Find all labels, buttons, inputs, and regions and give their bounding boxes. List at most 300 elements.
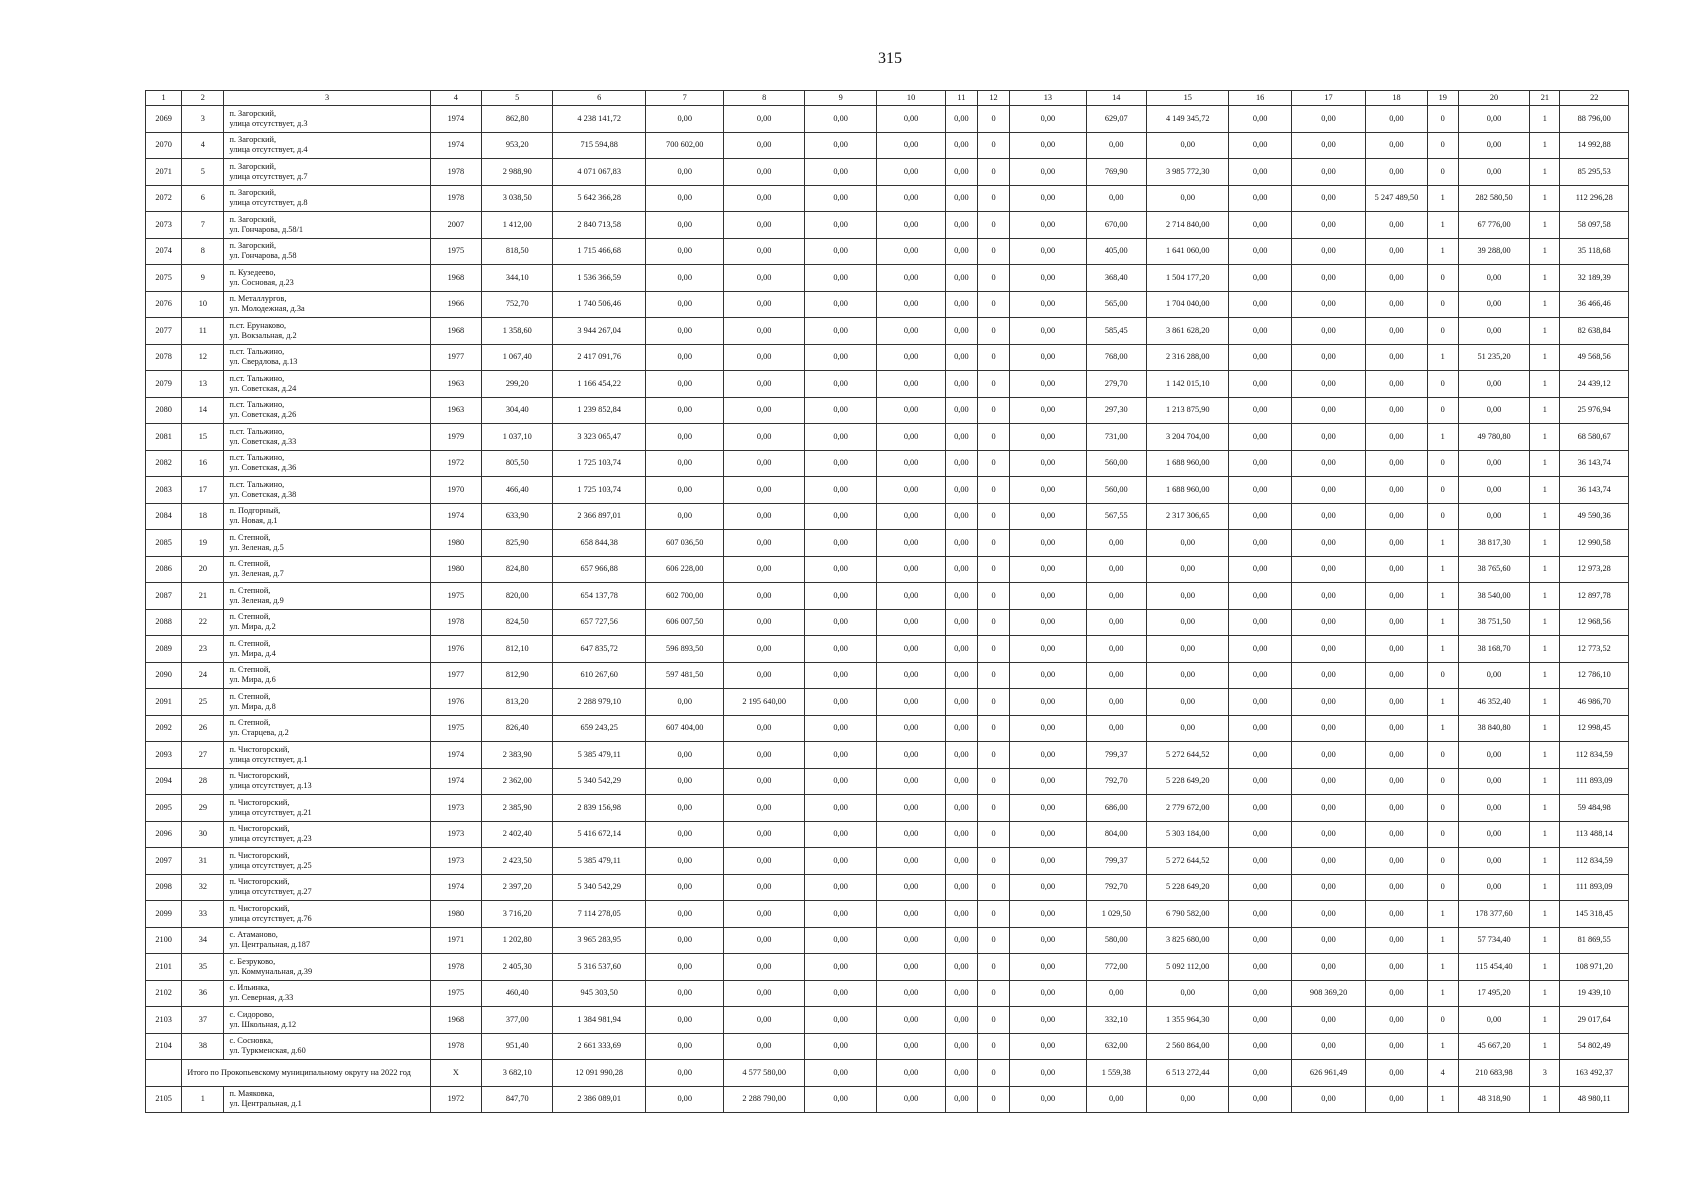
table-cell: 0,00 [945, 927, 977, 954]
table-row [146, 636, 1629, 663]
table-cell: 2091 [146, 689, 182, 716]
table-cell: 0,00 [877, 318, 945, 345]
table-cell: 0 [977, 848, 1009, 875]
table-cell: 0,00 [645, 927, 723, 954]
table-cell: 0,00 [945, 450, 977, 477]
table-cell: 0,00 [1291, 662, 1365, 689]
table-cell: 57 734,40 [1458, 927, 1529, 954]
address-line: улица отсутствует, д.25 [229, 860, 312, 870]
address-line: п. Подгорный, [229, 506, 281, 516]
table-cell: 1 384 981,94 [553, 1007, 646, 1034]
table-cell: 1 [1530, 450, 1560, 477]
table-cell: 0,00 [877, 1007, 945, 1034]
address-cell [224, 132, 430, 159]
table-cell: 0,00 [724, 106, 804, 133]
table-cell: 0,00 [1229, 477, 1291, 504]
table-cell: 0,00 [1366, 424, 1427, 451]
address-line: с. Сосновка, [229, 1036, 274, 1046]
table-cell: 0,00 [1146, 530, 1229, 557]
table-cell: 0 [977, 1007, 1009, 1034]
table-cell: 0,00 [1291, 159, 1365, 186]
table-cell: 0,00 [945, 901, 977, 928]
table-cell: 2101 [146, 954, 182, 981]
table-cell: 282 580,50 [1458, 185, 1529, 212]
table-cell: 0 [977, 874, 1009, 901]
table-cell: 112 296,28 [1560, 185, 1629, 212]
table-cell: 0,00 [724, 159, 804, 186]
table-cell: 0,00 [945, 795, 977, 822]
table-cell: 0,00 [645, 318, 723, 345]
table-cell: 6 [182, 185, 224, 212]
table-cell: 0,00 [804, 1033, 876, 1060]
table-cell: 1 [1530, 1033, 1560, 1060]
table-cell: 88 796,00 [1560, 106, 1629, 133]
table-row [146, 212, 1629, 239]
total-row [146, 1060, 1629, 1087]
table-cell: 2080 [146, 397, 182, 424]
table-row [146, 159, 1629, 186]
address-line: п. Чистогорский, [229, 797, 290, 807]
table-row [146, 106, 1629, 133]
table-cell: 0,00 [724, 397, 804, 424]
table-cell: 0,00 [804, 212, 876, 239]
table-cell: 48 318,90 [1458, 1086, 1529, 1113]
table-cell: 2087 [146, 583, 182, 610]
table-cell: 0 [977, 821, 1009, 848]
table-cell: 0 [977, 768, 1009, 795]
table-cell: 752,70 [482, 291, 553, 318]
table-cell: 1 688 960,00 [1146, 450, 1229, 477]
table-cell: 1 [1427, 530, 1458, 557]
table-cell: 2 362,00 [482, 768, 553, 795]
table-row [146, 715, 1629, 742]
table-cell: 0,00 [724, 556, 804, 583]
table-cell: 0 [977, 1060, 1009, 1087]
table-cell: 585,45 [1086, 318, 1146, 345]
table-cell: 0,00 [645, 1033, 723, 1060]
page-number: 315 [878, 50, 902, 67]
table-cell: 0,00 [1229, 450, 1291, 477]
table-cell: 0 [1427, 291, 1458, 318]
table-cell: 5 272 644,52 [1146, 848, 1229, 875]
table-cell: 0,00 [804, 397, 876, 424]
table-cell: 2075 [146, 265, 182, 292]
table-cell: 12 990,58 [1560, 530, 1629, 557]
table-cell: 0,00 [1229, 371, 1291, 398]
address-line: п.ст. Тальжино, [229, 347, 285, 357]
table-cell: 2089 [146, 636, 182, 663]
table-cell: 0,00 [1086, 662, 1146, 689]
table-cell: 0,00 [1291, 1033, 1365, 1060]
table-cell: 0 [977, 371, 1009, 398]
address-line: ул. Туркменская, д.60 [229, 1046, 306, 1056]
table-cell: 112 834,59 [1560, 742, 1629, 769]
table-cell: 0,00 [1229, 159, 1291, 186]
table-cell: 0,00 [877, 344, 945, 371]
table-cell: 18 [182, 503, 224, 530]
table-cell: 48 980,11 [1560, 1086, 1629, 1113]
table-cell: 0,00 [724, 344, 804, 371]
table-cell: 0,00 [1229, 1086, 1291, 1113]
table-cell: 34 [182, 927, 224, 954]
address-line: п. Чистогорский, [229, 744, 290, 754]
table-cell: 0,00 [1366, 583, 1427, 610]
address-line: с. Ильинка, [229, 983, 270, 993]
table-cell: 2 316 288,00 [1146, 344, 1229, 371]
table-cell: 0,00 [1291, 503, 1365, 530]
table-cell: 17 [182, 477, 224, 504]
table-cell: 0,00 [1010, 238, 1086, 265]
table-cell: 1 641 060,00 [1146, 238, 1229, 265]
address-line: улица отсутствует, д.4 [229, 145, 308, 155]
table-cell: 0,00 [1229, 715, 1291, 742]
table-cell: 0,00 [1010, 1086, 1086, 1113]
table-cell: 2 779 672,00 [1146, 795, 1229, 822]
table-cell: 0 [1427, 397, 1458, 424]
table-cell: 38 840,80 [1458, 715, 1529, 742]
table-cell: 0,00 [1010, 927, 1086, 954]
table-cell: 35 [182, 954, 224, 981]
table-cell: 0,00 [645, 901, 723, 928]
table-cell: 1974 [430, 503, 481, 530]
table-cell: 0,00 [645, 1060, 723, 1087]
table-cell: 25 [182, 689, 224, 716]
table-cell: 0,00 [877, 556, 945, 583]
table-cell: 1 [1530, 424, 1560, 451]
table-cell: 1980 [430, 556, 481, 583]
table-cell: 1 715 466,68 [553, 238, 646, 265]
table-cell: 82 638,84 [1560, 318, 1629, 345]
table-cell: 0,00 [1366, 689, 1427, 716]
table-cell: 0,00 [804, 795, 876, 822]
table-cell: 824,80 [482, 556, 553, 583]
address-line: п. Степной, [229, 585, 271, 595]
table-row [146, 848, 1629, 875]
table-row [146, 397, 1629, 424]
table-cell: 0,00 [1366, 318, 1427, 345]
table-cell: 29 017,64 [1560, 1007, 1629, 1034]
table-cell: 12 773,52 [1560, 636, 1629, 663]
table-cell: 0 [977, 530, 1009, 557]
address-line: п.ст. Тальжино, [229, 453, 285, 463]
table-cell: 1970 [430, 477, 481, 504]
table-cell: 2 714 840,00 [1146, 212, 1229, 239]
table-cell: 0,00 [877, 768, 945, 795]
address-line: п.ст. Тальжино, [229, 426, 285, 436]
column-header: 3 [224, 91, 430, 106]
table-body [146, 106, 1629, 1113]
table-cell: 163 492,37 [1560, 1060, 1629, 1087]
table-cell: 0,00 [1229, 583, 1291, 610]
table-cell: 0,00 [645, 424, 723, 451]
table-row [146, 503, 1629, 530]
table-cell: 0,00 [1291, 821, 1365, 848]
table-cell: 580,00 [1086, 927, 1146, 954]
table-cell: 657 966,88 [553, 556, 646, 583]
table-cell: 0,00 [1010, 371, 1086, 398]
table-cell: 0,00 [1366, 1086, 1427, 1113]
table-cell: 0 [1427, 848, 1458, 875]
address-line: ул. Советская, д.36 [229, 463, 297, 473]
table-cell: 0,00 [1291, 397, 1365, 424]
table-cell: 0 [977, 291, 1009, 318]
address-line: ул. Зеленая, д.5 [229, 542, 284, 552]
table-cell: 0,00 [1229, 689, 1291, 716]
table-cell: 0,00 [877, 1033, 945, 1060]
table-cell: 0,00 [1229, 768, 1291, 795]
address-line: п. Загорский, [229, 108, 277, 118]
table-cell: 768,00 [1086, 344, 1146, 371]
address-cell [224, 212, 430, 239]
table-cell: 0,00 [645, 238, 723, 265]
table-row [146, 1007, 1629, 1034]
table-cell: 0,00 [804, 980, 876, 1007]
table-cell: 5 303 184,00 [1146, 821, 1229, 848]
table-row [146, 795, 1629, 822]
table-cell: 0,00 [1086, 636, 1146, 663]
table-cell: 24 [182, 662, 224, 689]
table-cell: 0,00 [877, 106, 945, 133]
table-cell: 27 [182, 742, 224, 769]
table-cell: 0,00 [1010, 503, 1086, 530]
column-header: 21 [1530, 91, 1560, 106]
address-line: п. Металлургов, [229, 294, 287, 304]
table-cell: 0,00 [1086, 1086, 1146, 1113]
table-cell: 0,00 [1291, 901, 1365, 928]
table-cell: 15 [182, 424, 224, 451]
table-cell: 0,00 [1291, 715, 1365, 742]
table-cell: 1 [1427, 185, 1458, 212]
table-cell: 0,00 [877, 1060, 945, 1087]
table-cell: 3 323 065,47 [553, 424, 646, 451]
table-cell: 0,00 [945, 106, 977, 133]
table-cell: 0,00 [1010, 477, 1086, 504]
table-cell: 20 [182, 556, 224, 583]
table-cell: 1 [1530, 689, 1560, 716]
address-line: ул. Мира, д.8 [229, 701, 276, 711]
table-cell: 1974 [430, 132, 481, 159]
table-cell: 0 [1427, 768, 1458, 795]
table-cell: 0,00 [877, 609, 945, 636]
table-cell: 1 [1530, 901, 1560, 928]
table-cell: 607 036,50 [645, 530, 723, 557]
address-cell [224, 556, 430, 583]
table-cell: 51 235,20 [1458, 344, 1529, 371]
address-line: ул. Школьная, д.12 [229, 1019, 297, 1029]
table-cell: 0,00 [804, 689, 876, 716]
table-row [146, 689, 1629, 716]
table-cell: 0,00 [1010, 185, 1086, 212]
table-row [146, 1086, 1629, 1113]
table-cell: 0,00 [1458, 848, 1529, 875]
table-cell: 0,00 [877, 291, 945, 318]
table-row [146, 874, 1629, 901]
table-cell: 0,00 [724, 291, 804, 318]
housing-register-table [145, 90, 1629, 1113]
table-cell: 460,40 [482, 980, 553, 1007]
table-cell: 0,00 [1458, 265, 1529, 292]
table-cell: 0,00 [724, 609, 804, 636]
table-cell: 0,00 [645, 848, 723, 875]
table-cell: 0 [1427, 795, 1458, 822]
table-cell: 0,00 [877, 583, 945, 610]
table-cell: 2 405,30 [482, 954, 553, 981]
table-cell: 602 700,00 [645, 583, 723, 610]
table-cell: 1968 [430, 1007, 481, 1034]
table-cell: 0,00 [804, 424, 876, 451]
table-cell: 2071 [146, 159, 182, 186]
table-cell: 2 385,90 [482, 795, 553, 822]
table-cell: 0,00 [1229, 927, 1291, 954]
table-cell: 3 861 628,20 [1146, 318, 1229, 345]
table-cell: 2073 [146, 212, 182, 239]
table-cell: 2102 [146, 980, 182, 1007]
address-cell [224, 397, 430, 424]
table-cell: 0,00 [945, 768, 977, 795]
table-cell: 0,00 [1291, 238, 1365, 265]
table-cell: 0,00 [804, 318, 876, 345]
table-cell: 1 [1427, 344, 1458, 371]
table-cell: 1 [1530, 609, 1560, 636]
table-cell: 0,00 [724, 768, 804, 795]
table-cell: 2099 [146, 901, 182, 928]
table-row [146, 291, 1629, 318]
address-line: п. Степной, [229, 718, 271, 728]
table-cell: 607 404,00 [645, 715, 723, 742]
table-cell: 3 [1530, 1060, 1560, 1087]
table-cell: 3 038,50 [482, 185, 553, 212]
table-cell: 0,00 [804, 344, 876, 371]
table-cell: 2 423,50 [482, 848, 553, 875]
address-line: ул. Центральная, д.1 [229, 1099, 302, 1109]
table-cell: 0,00 [804, 874, 876, 901]
table-cell: 0,00 [724, 662, 804, 689]
table-cell: 0,00 [1229, 821, 1291, 848]
table-cell: 0,00 [1010, 980, 1086, 1007]
table-cell: 0,00 [1010, 954, 1086, 981]
address-line: с. Безруково, [229, 956, 276, 966]
table-cell: 2 560 864,00 [1146, 1033, 1229, 1060]
table-cell: 0,00 [1010, 874, 1086, 901]
table-cell: 1 [1530, 848, 1560, 875]
column-header: 5 [482, 91, 553, 106]
table-cell: 0,00 [1086, 715, 1146, 742]
table-cell: 647 835,72 [553, 636, 646, 663]
table-cell: 0,00 [724, 636, 804, 663]
table-cell: 5 340 542,29 [553, 768, 646, 795]
address-cell [224, 742, 430, 769]
table-cell: 0,00 [877, 132, 945, 159]
table-cell: 2 383,90 [482, 742, 553, 769]
table-cell: 1966 [430, 291, 481, 318]
table-cell: 1 166 454,22 [553, 371, 646, 398]
table-cell: 565,00 [1086, 291, 1146, 318]
table-cell: 1 [1427, 980, 1458, 1007]
table-cell: 0,00 [1366, 291, 1427, 318]
table-cell: 0,00 [1010, 715, 1086, 742]
table-cell: 0,00 [724, 795, 804, 822]
table-cell: 0,00 [1291, 795, 1365, 822]
table-cell: 0 [977, 318, 1009, 345]
address-line: улица отсутствует, д.76 [229, 913, 312, 923]
table-cell: 0,00 [877, 954, 945, 981]
table-cell: 0,00 [645, 371, 723, 398]
table-cell: 7 [182, 212, 224, 239]
table-cell: 0,00 [724, 583, 804, 610]
table-cell: 560,00 [1086, 450, 1146, 477]
table-cell: 33 [182, 901, 224, 928]
table-cell: 38 540,00 [1458, 583, 1529, 610]
table-cell: 0,00 [645, 980, 723, 1007]
column-header: 8 [724, 91, 804, 106]
table-cell: 0,00 [804, 132, 876, 159]
table-cell: 1 [1530, 132, 1560, 159]
table-cell: 1 [1427, 954, 1458, 981]
table-cell: 2072 [146, 185, 182, 212]
table-cell: 0,00 [1229, 662, 1291, 689]
table-cell: 0 [977, 265, 1009, 292]
table-cell: 0,00 [724, 185, 804, 212]
table-cell: 0,00 [877, 636, 945, 663]
table-cell: 0,00 [645, 185, 723, 212]
table-cell: 0,00 [804, 238, 876, 265]
address-line: ул. Коммунальная, д.39 [229, 966, 313, 976]
table-cell: 0,00 [1291, 185, 1365, 212]
table-cell: 0 [977, 344, 1009, 371]
table-cell: 2079 [146, 371, 182, 398]
table-cell: 4 238 141,72 [553, 106, 646, 133]
table-cell: 0,00 [1366, 927, 1427, 954]
table-cell: 49 568,56 [1560, 344, 1629, 371]
table-cell: 1 [1530, 397, 1560, 424]
table-cell: 210 683,98 [1458, 1060, 1529, 1087]
table-cell: 3 716,20 [482, 901, 553, 928]
table-cell: 0,00 [804, 185, 876, 212]
table-cell: 0,00 [877, 450, 945, 477]
table-cell: 2 288 790,00 [724, 1086, 804, 1113]
table-cell: 2070 [146, 132, 182, 159]
table-cell: 0,00 [724, 530, 804, 557]
table-cell: 26 [182, 715, 224, 742]
table-cell: 108 971,20 [1560, 954, 1629, 981]
table-cell: 0,00 [804, 106, 876, 133]
table-cell: 49 590,36 [1560, 503, 1629, 530]
address-line: п. Загорский, [229, 241, 277, 251]
address-line: п. Загорский, [229, 161, 277, 171]
table-cell: 0,00 [645, 821, 723, 848]
table-cell: 0 [1427, 662, 1458, 689]
table-cell: 3 204 704,00 [1146, 424, 1229, 451]
table-cell: 19 [182, 530, 224, 557]
address-line: п. Степной, [229, 559, 271, 569]
table-cell: 0,00 [724, 742, 804, 769]
table-cell: 0,00 [1366, 821, 1427, 848]
table-cell: 799,37 [1086, 742, 1146, 769]
table-cell: 658 844,38 [553, 530, 646, 557]
table-cell: 632,00 [1086, 1033, 1146, 1060]
address-line: улица отсутствует, д.1 [229, 754, 308, 764]
table-cell: 1 [1427, 901, 1458, 928]
table-cell: 1 [1530, 556, 1560, 583]
table-cell: 0,00 [1229, 874, 1291, 901]
table-cell: 0,00 [1458, 291, 1529, 318]
table-cell: 0 [1427, 132, 1458, 159]
table-cell: 2096 [146, 821, 182, 848]
table-cell: 1 067,40 [482, 344, 553, 371]
address-line: ул. Старцева, д.2 [229, 728, 289, 738]
table-cell: 0,00 [1010, 689, 1086, 716]
table-cell: 1973 [430, 821, 481, 848]
